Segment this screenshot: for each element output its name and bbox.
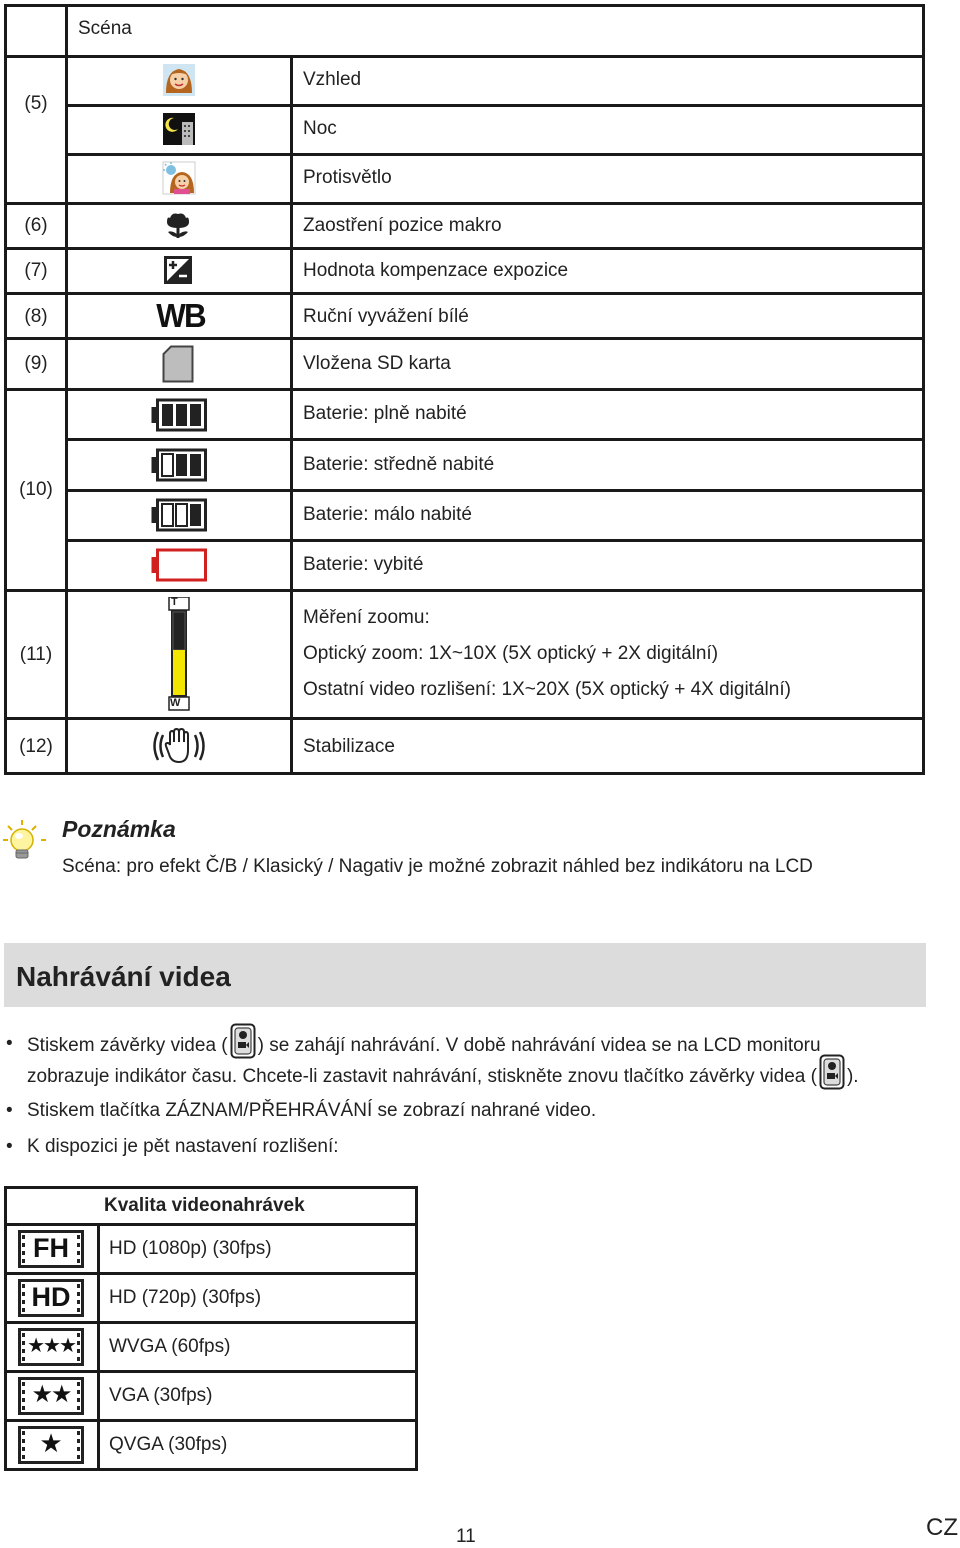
one-star-quality-icon [18,1426,84,1464]
row-label: Stabilizace [303,736,395,757]
row-number: (6) [24,215,48,236]
quality-label: QVGA (30fps) [109,1434,228,1455]
quality-badge-text: ★★ [31,1381,71,1408]
row-number: (9) [24,353,48,374]
bullet-text-part: Stiskem závěrky videa ( [27,1035,228,1057]
quality-label: WVGA (60fps) [109,1336,231,1357]
table-cell [4,4,68,58]
bullet-text-part: zobrazuje indikátor času. Chcete-li zastavit nahrávání, stiskněte znovu tlačítko závěrky videa ( [27,1066,817,1088]
hd-quality-icon [18,1279,84,1317]
three-star-quality-icon [18,1328,84,1366]
row-label: Noc [303,118,337,139]
row-label: Vložena SD karta [303,353,451,374]
battery-low-icon [150,498,208,532]
portrait-face-icon [162,63,196,97]
row-label: Ostatní video rozlišení: 1X~20X (5X optický + 4X digitální) [303,679,791,700]
row-label: Ruční vyvážení bílé [303,306,469,327]
bullet-text [27,1033,821,1059]
macro-flower-icon [164,210,192,240]
quality-label: HD (720p) (30fps) [109,1287,262,1308]
battery-medium-icon [150,448,208,482]
quality-badge-text: HD [31,1282,71,1312]
row-label: Měření zoomu: [303,607,430,628]
exposure-compensation-icon [164,256,192,284]
bullet-marker: • [6,1100,13,1121]
bullet-text: Stiskem tlačítka ZÁZNAM/PŘEHRÁVÁNÍ se zobrazí nahrané video. [27,1100,597,1121]
row-label: Baterie: středně nabité [303,454,495,475]
row-label: Baterie: vybité [303,554,424,575]
row-label: Vzhled [303,69,362,90]
table-cell [290,104,925,156]
sd-card-icon [162,345,194,383]
battery-full-icon [150,398,208,432]
row-label: Hodnota kompenzace expozice [303,260,569,281]
note-text: Scéna: pro efekt Č/B / Klasický / Nagativ je možné zobrazit náhled bez indikátoru na LCD [62,856,813,877]
lightbulb-icon [2,818,48,864]
zoom-meter-icon [167,597,191,711]
quality-badge-text: FH [33,1233,69,1263]
bullet-marker: • [6,1033,13,1054]
row-number: (12) [19,736,53,757]
row-label: Baterie: málo nabité [303,504,472,525]
fh-quality-icon [18,1230,84,1268]
note-title: Poznámka [62,816,176,842]
quality-label: HD (1080p) (30fps) [109,1238,272,1259]
language-code: CZ [926,1514,958,1541]
bullet-marker: • [6,1136,13,1157]
row-number: (8) [24,306,48,327]
table-header-cell [65,4,925,58]
table-cell [4,55,68,205]
quality-badge-text: ★ [39,1428,63,1458]
zoom-top-letter: T [171,596,178,608]
row-number: (10) [19,479,53,500]
white-balance-icon: WB [156,297,205,334]
bullet-text-part: ). [846,1066,859,1088]
bullet-text-part: ) se zahájí nahrávání. V době nahrávání videa se na LCD monitoru [257,1035,821,1057]
row-number: (5) [24,93,48,114]
night-scene-icon [162,112,196,146]
video-shutter-button-icon [230,1023,256,1059]
row-label: Protisvětlo [303,167,392,188]
quality-badge-text: ★★★ [27,1335,75,1357]
row-label: Zaostření pozice makro [303,215,502,236]
quality-label: VGA (30fps) [109,1385,213,1406]
battery-empty-icon [150,548,208,582]
zoom-bottom-letter: W [170,697,181,709]
bullet-text: K dispozici je pět nastavení rozlišení: [27,1136,339,1157]
table-cell [290,55,925,107]
row-number: (11) [19,644,53,665]
stabilizer-hand-icon [150,728,208,764]
row-label: Baterie: plně nabité [303,403,467,424]
backlight-portrait-icon [162,161,196,195]
page-number: 11 [456,1526,476,1547]
bullet-text [27,1064,859,1090]
quality-table-header: Kvalita videonahrávek [104,1195,305,1216]
scene-header: Scéna [78,18,132,39]
row-number: (7) [24,260,48,281]
video-shutter-button-icon [819,1054,845,1090]
section-title: Nahrávání videa [16,961,231,992]
row-label: Optický zoom: 1X~10X (5X optický + 2X digitální) [303,643,719,664]
two-star-quality-icon [18,1377,84,1415]
